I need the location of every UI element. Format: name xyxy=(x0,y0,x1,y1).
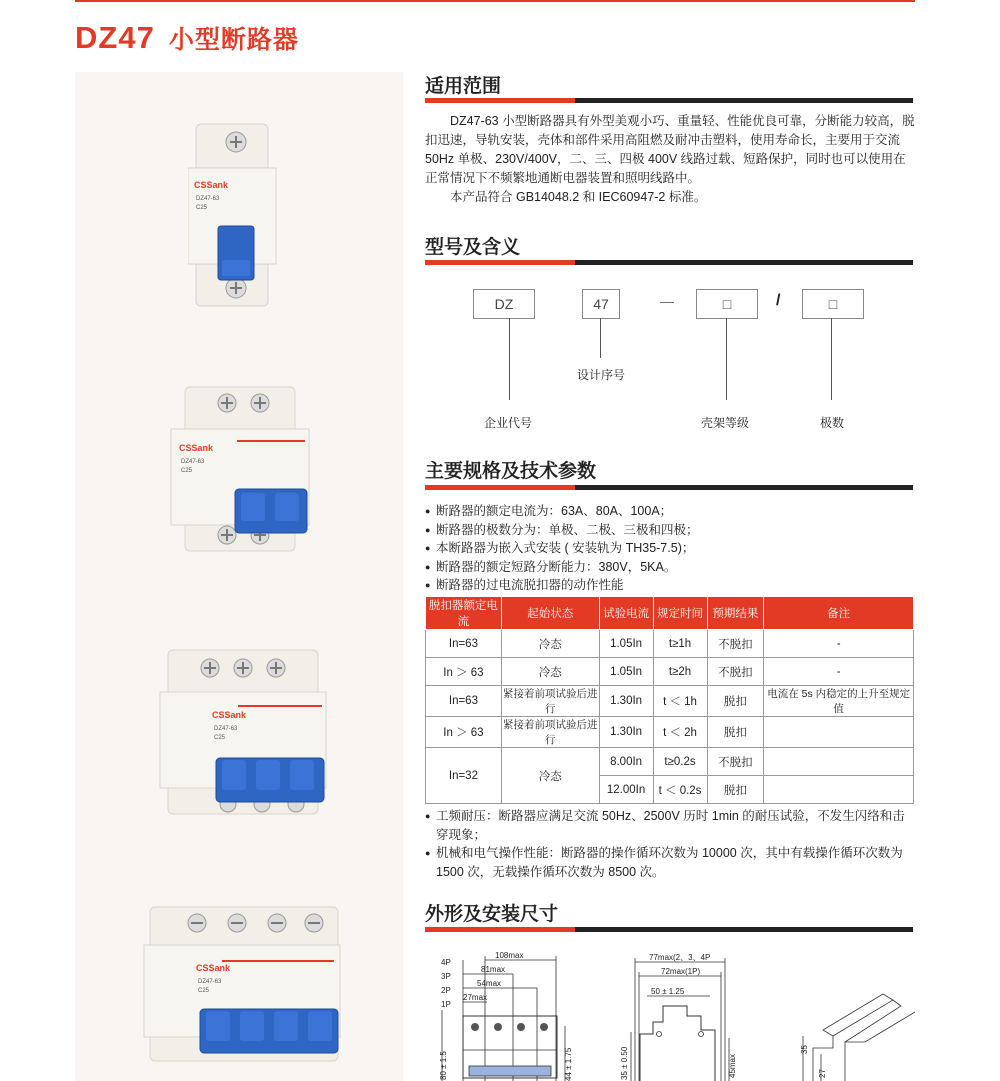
section-heading-dimensions: 外形及安装尺寸 xyxy=(425,904,559,925)
model-label-company: 企业代号 xyxy=(484,416,533,430)
dim-side-width-77: 77max(2、3、4P xyxy=(649,953,711,962)
section-bar-scope xyxy=(425,98,913,103)
table-cell: 1.05In xyxy=(599,658,653,686)
dim-width-27: 27max xyxy=(463,993,488,1002)
dim-side-height-45: 45max xyxy=(728,1053,737,1078)
product-2-brand: CSSank xyxy=(179,443,214,453)
spec-bullet-list xyxy=(425,502,915,595)
table-cell: 紧接着前项试验后进行 xyxy=(501,686,599,717)
table-row xyxy=(426,717,914,748)
model-box-dz: DZ xyxy=(473,289,535,319)
table-cell: 不脱扣 xyxy=(707,748,764,776)
table-cell: - xyxy=(764,630,914,658)
product-4-brand: CSSank xyxy=(196,963,231,973)
dim-rail-height: 35 xyxy=(800,1045,809,1054)
spec-bullet: ● 机械和电气操作性能：断路器的操作循环次数为 10000 次，其中有载操作循环次数为 1500 次，无载操作循环次数为 8500 次。 xyxy=(425,844,909,881)
product-image-1p xyxy=(188,120,278,310)
table-cell xyxy=(764,748,914,776)
table-cell: 12.00In xyxy=(599,776,653,804)
dim-side-width-72: 72max(1P) xyxy=(661,967,701,976)
table-cell: 8.00In xyxy=(599,748,653,776)
dim-pole-3p: 3P xyxy=(441,972,451,981)
table-cell: - xyxy=(764,658,914,686)
dim-pole-1p: 1P xyxy=(441,1000,451,1009)
table-cell: t≥0.2s xyxy=(653,748,707,776)
section-heading-model: 型号及含义 xyxy=(425,237,521,258)
spec-bullet: ● 工频耐压：断路器应满足交流 50Hz、2500V 历时 1min 的耐压试验，不发生闪络和击穿现象； xyxy=(425,807,909,844)
table-header-cell: 预期结果 xyxy=(707,597,764,630)
model-box-poles: □ xyxy=(802,289,864,319)
front-view-drawing xyxy=(442,956,565,1081)
section-bar-specs xyxy=(425,485,913,490)
table-cell: 紧接着前项试验后进行 xyxy=(501,717,599,748)
spec-bullet: ● 断路器的额定短路分断能力：380V，5KA。 xyxy=(425,558,915,577)
table-cell xyxy=(764,717,914,748)
product-3-model: DZ47-63 xyxy=(214,726,238,732)
spec-bullet-list-2 xyxy=(425,807,909,881)
table-cell: t ＜ 2h xyxy=(653,717,707,748)
dim-width-54: 54max xyxy=(477,979,502,988)
table-header-cell: 试验电流 xyxy=(599,597,653,630)
table-row xyxy=(426,658,914,686)
table-cell: t ＜ 1h xyxy=(653,686,707,717)
spec-bullet: ● 断路器的额定电流为：63A、80A、100A； xyxy=(425,502,915,521)
top-rule xyxy=(75,0,915,2)
table-header-row xyxy=(426,597,914,630)
dim-width-81: 81max xyxy=(481,965,506,974)
product-1-rating: C25 xyxy=(196,205,208,211)
table-header-cell: 脱扣器额定电流 xyxy=(426,597,502,630)
product-1-brand: CSSank xyxy=(194,180,229,190)
product-image-4p xyxy=(142,905,342,1065)
model-dash: — xyxy=(660,293,674,309)
table-row xyxy=(426,686,914,717)
table-cell: 冷态 xyxy=(501,658,599,686)
model-box-47: 47 xyxy=(582,289,620,319)
table-cell: In=63 xyxy=(426,686,502,717)
table-row xyxy=(426,748,914,776)
section-heading-specs: 主要规格及技术参数 xyxy=(425,461,597,482)
table-cell: 脱扣 xyxy=(707,686,764,717)
table-header-cell: 备注 xyxy=(764,597,914,630)
table-cell: 脱扣 xyxy=(707,776,764,804)
scope-text xyxy=(425,112,915,207)
table-cell: 冷态 xyxy=(501,748,599,804)
table-cell: 1.30In xyxy=(599,686,653,717)
product-1-model: DZ47-63 xyxy=(196,196,220,202)
table-cell: 不脱扣 xyxy=(707,658,764,686)
din-rail-drawing xyxy=(803,994,915,1081)
table-cell: 冷态 xyxy=(501,630,599,658)
product-3-rating: C25 xyxy=(214,735,226,741)
table-header-cell: 起始状态 xyxy=(501,597,599,630)
product-4-model: DZ47-63 xyxy=(198,979,222,985)
model-box-frame: □ xyxy=(696,289,758,319)
model-line-poles xyxy=(831,318,832,400)
product-2-rating: C25 xyxy=(181,468,193,474)
table-header-cell: 规定时间 xyxy=(653,597,707,630)
table-cell: t≥2h xyxy=(653,658,707,686)
table-cell: In ＞ 63 xyxy=(426,658,502,686)
dim-height-44: 44 ± 1.75 xyxy=(564,1047,573,1081)
product-2-model: DZ47-63 xyxy=(181,459,205,465)
spec-bullet: ● 断路器的极数分为：单极、二极、三极和四极； xyxy=(425,521,915,540)
model-label-frame: 壳架等级 xyxy=(701,416,750,430)
model-label-poles: 极数 xyxy=(820,416,845,430)
table-cell: In ＞ 63 xyxy=(426,717,502,748)
table-cell: 电流在 5s 内稳定的上升至规定值 xyxy=(764,686,914,717)
dim-side-height-35: 35 ± 0.50 xyxy=(620,1046,629,1080)
product-image-2p xyxy=(165,385,315,555)
model-line-frame xyxy=(726,318,727,400)
table-cell: 1.05In xyxy=(599,630,653,658)
table-cell: t ＜ 0.2s xyxy=(653,776,707,804)
product-4-rating: C25 xyxy=(198,988,210,994)
dim-pole-2p: 2P xyxy=(441,986,451,995)
section-heading-scope: 适用范围 xyxy=(425,76,502,97)
section-bar-dimensions xyxy=(425,927,913,932)
table-cell: t≥1h xyxy=(653,630,707,658)
spec-bullet: ● 断路器的过电流脱扣器的动作性能 xyxy=(425,576,915,595)
table-row xyxy=(426,630,914,658)
section-bar-model xyxy=(425,260,913,265)
table-cell: 不脱扣 xyxy=(707,630,764,658)
dim-side-width-50: 50 ± 1.25 xyxy=(651,987,685,996)
model-line-design xyxy=(600,318,601,358)
title-name: 小型断路器 xyxy=(168,26,299,54)
page-title xyxy=(75,20,299,56)
table-cell: In=32 xyxy=(426,748,502,804)
scope-paragraph-2: 本产品符合 GB14048.2 和 IEC60947-2 标准。 xyxy=(450,190,707,204)
product-image-3p xyxy=(158,648,328,818)
dim-pole-4p: 4P xyxy=(441,958,451,967)
scope-paragraph-1: DZ47-63 小型断路器具有外型美观小巧、重量轻、性能优良可靠，分断能力较高，脱扣迅速，导轨安装，壳体和部件采用高阻燃及耐冲击塑料，使用寿命长，主要用于交流 50Hz 单极、230V/400V，二、三、四极 400V 线路过载、短路保护，同时也可以使用在正常情况下不频繁地通断电器装置和照明线路中。 xyxy=(425,114,915,185)
product-3-brand: CSSank xyxy=(212,710,247,720)
title-model: DZ47 xyxy=(75,20,155,55)
table-cell xyxy=(764,776,914,804)
model-label-design: 设计序号 xyxy=(577,368,626,382)
table-cell: 脱扣 xyxy=(707,717,764,748)
table-cell: 1.30In xyxy=(599,717,653,748)
side-view-drawing xyxy=(631,958,729,1081)
dim-height-80: 80 ± 1.5 xyxy=(439,1051,448,1080)
dimension-drawings xyxy=(425,950,915,1081)
dim-rail-depth: 27 xyxy=(818,1069,827,1078)
table-cell: In=63 xyxy=(426,630,502,658)
model-line-company xyxy=(509,318,510,400)
model-slash: / xyxy=(776,292,781,309)
spec-bullet: ● 本断路器为嵌入式安装 ( 安装轨为 TH35-7.5)； xyxy=(425,539,915,558)
dim-width-108: 108max xyxy=(495,951,524,960)
trip-performance-table xyxy=(425,596,914,804)
